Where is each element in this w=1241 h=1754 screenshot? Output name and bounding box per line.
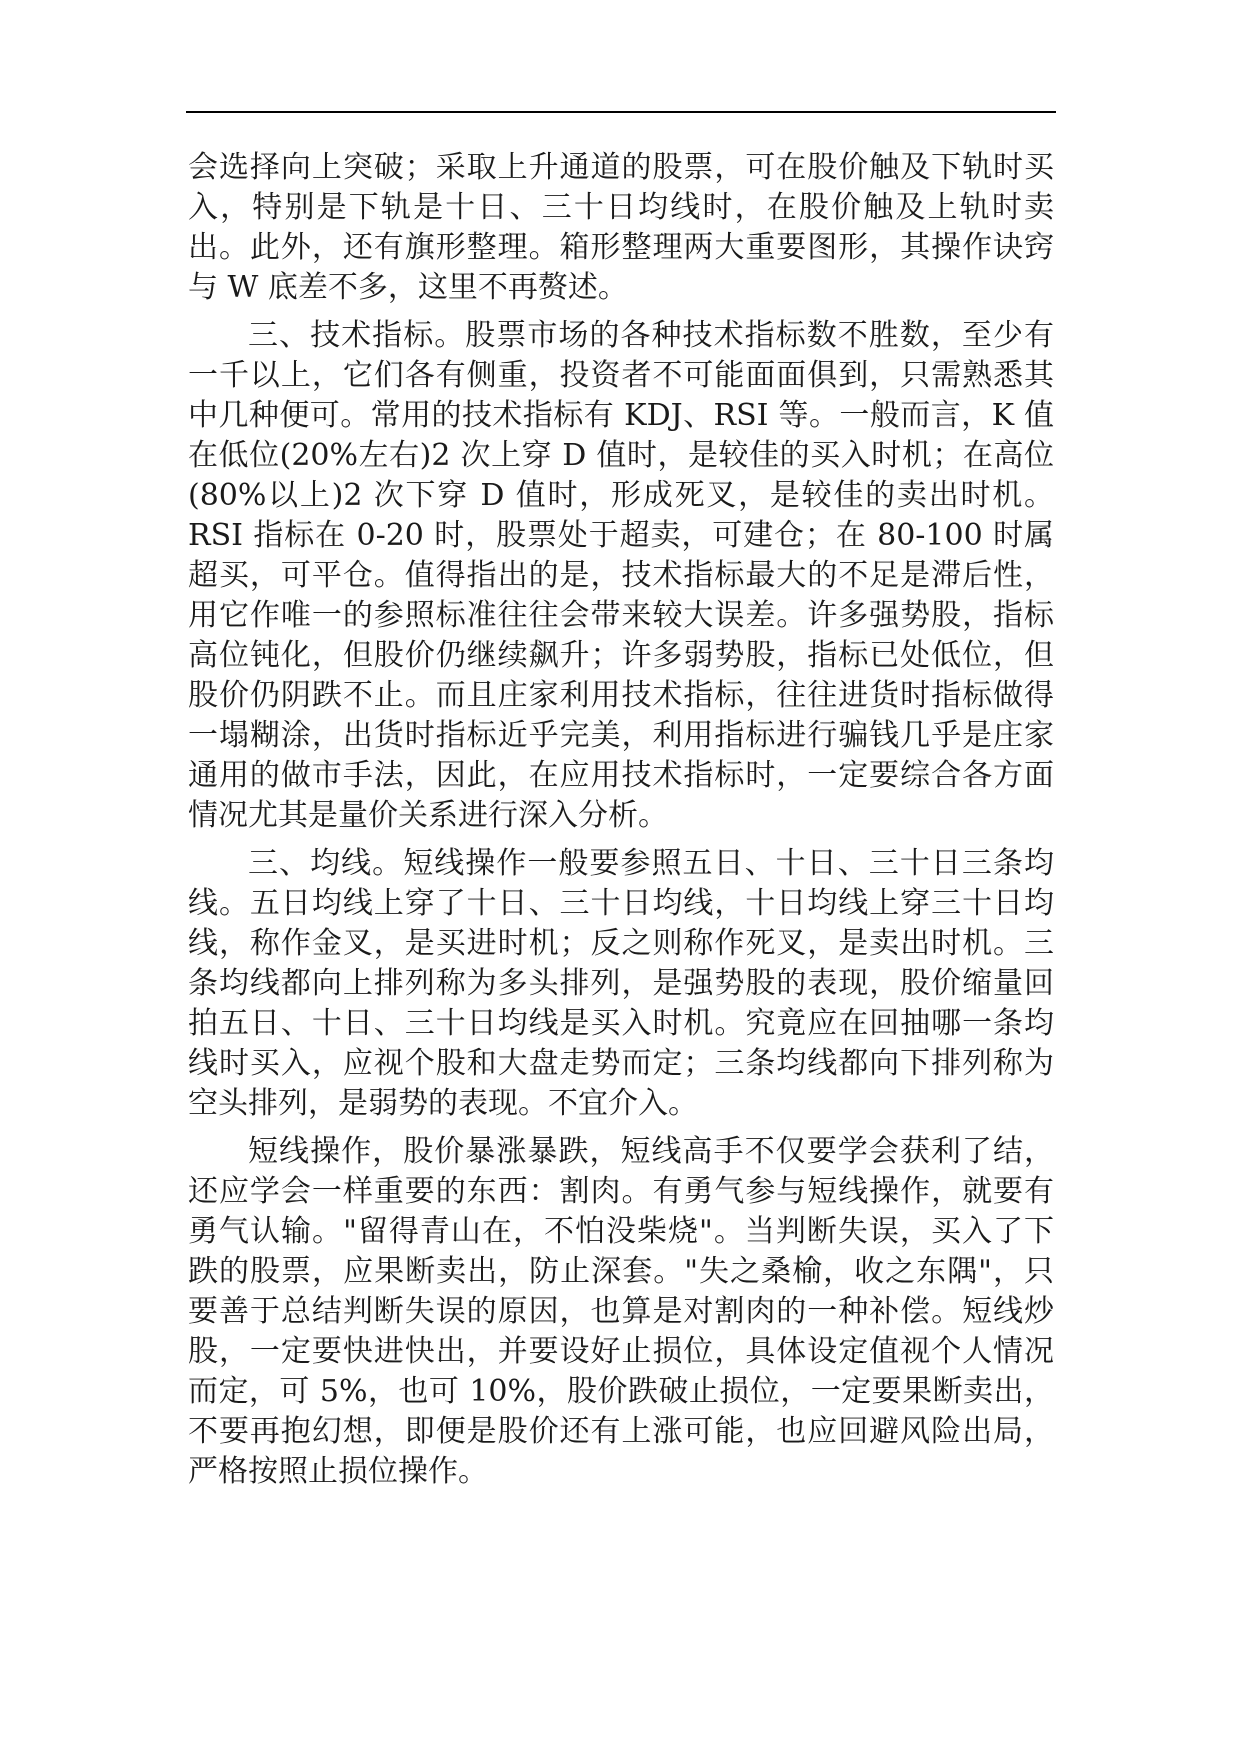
- document-body: [188, 148, 1054, 1492]
- paragraph-continuation: 会选择向上突破；采取上升通道的股票，可在股价触及下轨时买入，特别是下轨是十日、三十日均线时，在股价触及上轨时卖出。此外，还有旗形整理。箱形整理两大重要图形，其操作诀窍与 W 底差不多，这里不再赘述。: [188, 150, 1054, 305]
- paragraph-stop-loss: 短线操作，股价暴涨暴跌，短线高手不仅要学会获利了结，还应学会一样重要的东西：割肉。有勇气参与短线操作，就要有勇气认输。"留得青山在，不怕没柴烧"。当判断失误，买入了下跌的股票，应果断卖出，防止深套。"失之桑榆，收之东隅"，只要善于总结判断失误的原因，也算是对割肉的一种补偿。短线炒股，一定要快进快出，并要设好止损位，具体设定值视个人情况而定，可 5%，也可 10%，股价跌破止损位，一定要果断卖出，不要再抱幻想，即便是股价还有上涨可能，也应回避风险出局，严格按照止损位操作。: [188, 1134, 1054, 1489]
- paragraph-technical-indicators: 三、技术指标。股票市场的各种技术指标数不胜数，至少有一千以上，它们各有侧重，投资者不可能面面俱到，只需熟悉其中几种便可。常用的技术指标有 KDJ、RSI 等。一般而言，K 值在低位(20%左右)2 次上穿 D 值时，是较佳的买入时机；在高位(80%以上)2 次下穿 D 值时，形成死叉，是较佳的卖出时机。RSI 指标在 0-20 时，股票处于超卖，可建仓；在 80-100 时属超买，可平仓。值得指出的是，技术指标最大的不足是滞后性，用它作唯一的参照标准往往会带来较大误差。许多强势股，指标高位钝化，但股价仍继续飙升；许多弱势股，指标已处低位，但股价仍阴跌不止。而且庄家利用技术指标，往往进货时指标做得一塌糊涂，出货时指标近乎完美，利用指标进行骗钱几乎是庄家通用的做市手法，因此，在应用技术指标时，一定要综合各方面情况尤其是量价关系进行深入分析。: [188, 318, 1054, 833]
- paragraph-moving-averages: 三、均线。短线操作一般要参照五日、十日、三十日三条均线。五日均线上穿了十日、三十日均线，十日均线上穿三十日均线，称作金叉，是买进时机；反之则称作死叉，是卖出时机。三条均线都向上排列称为多头排列，是强势股的表现，股价缩量回拍五日、十日、三十日均线是买入时机。究竟应在回抽哪一条均线时买入，应视个股和大盘走势而定；三条均线都向下排列称为空头排列，是弱势的表现。不宜介入。: [188, 846, 1054, 1121]
- header-rule: [186, 111, 1056, 113]
